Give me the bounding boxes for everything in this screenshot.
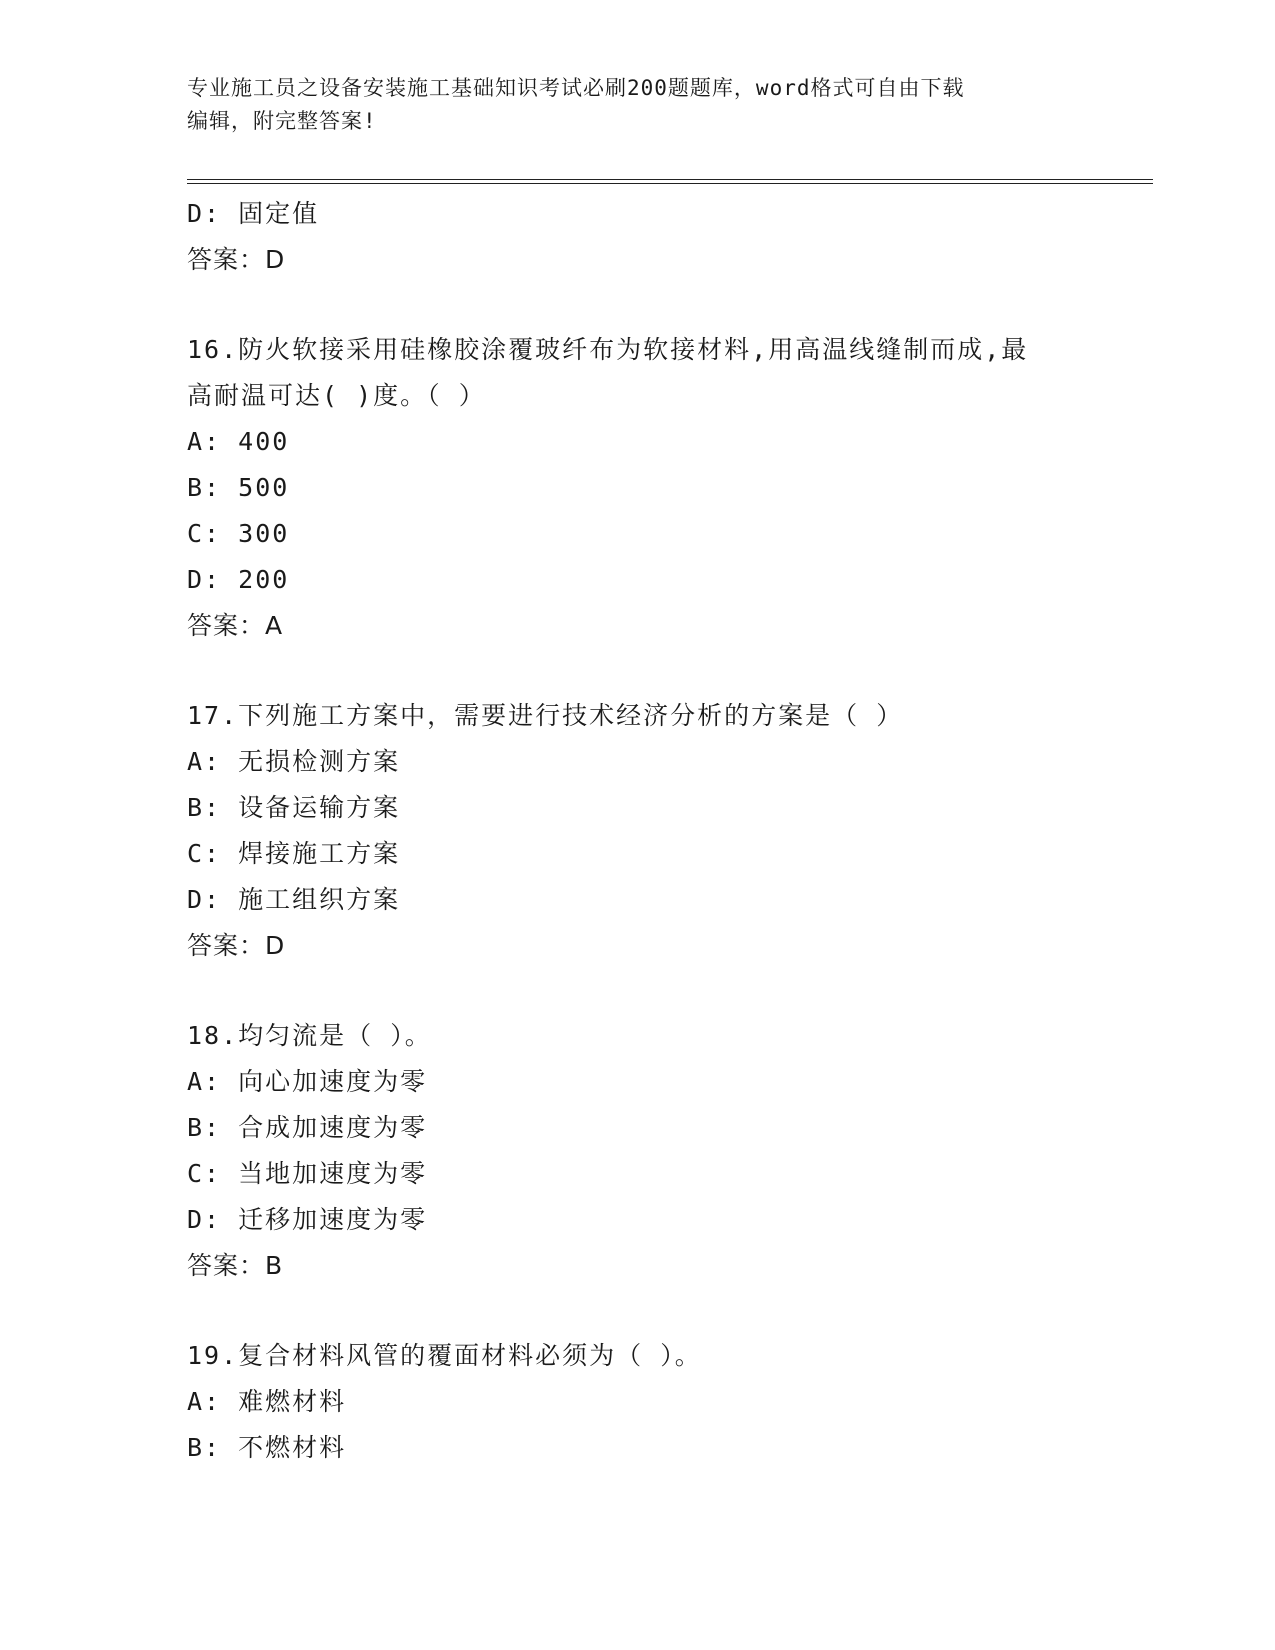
option-c: C: 300 [187,519,290,548]
option-d: D: 迁移加速度为零 [187,1205,428,1234]
option-a: A: 400 [187,427,290,456]
question-stem: 高耐温可达( )度。（ ） [187,381,486,410]
option-a: A: 难燃材料 [187,1387,347,1416]
answer: 答案：A [187,611,284,640]
option-b: B: 不燃材料 [187,1433,347,1462]
answer: 答案：B [187,1251,284,1280]
header-rule-top [187,179,1153,180]
option-b: B: 设备运输方案 [187,793,401,822]
document-header [187,72,1067,138]
option-c: C: 焊接施工方案 [187,839,401,868]
question-stem: 18.均匀流是（ ）。 [187,1021,432,1050]
prev-option-d: D: 固定值 [187,199,320,228]
option-d: D: 200 [187,565,290,594]
option-d: D: 施工组织方案 [187,885,401,914]
question-stem: 16.防火软接采用硅橡胶涂覆玻纤布为软接材料,用高温线缝制而成,最 [187,335,1029,364]
option-a: A: 无损检测方案 [187,747,401,776]
question-stem: 17.下列施工方案中，需要进行技术经济分析的方案是（ ） [187,701,904,730]
question-18 [187,1013,1087,1289]
option-a: A: 向心加速度为零 [187,1067,428,1096]
header-rule-bottom [187,183,1153,184]
header-title-line-1: 专业施工员之设备安装施工基础知识考试必刷200题题库，word格式可自由下载 [187,76,965,100]
question-17 [187,693,1087,969]
question-16 [187,327,1087,649]
option-b: B: 合成加速度为零 [187,1113,428,1142]
option-b: B: 500 [187,473,290,502]
question-stem: 19.复合材料风管的覆面材料必须为（ ）。 [187,1341,702,1370]
question-content [187,191,1087,1471]
answer: 答案：D [187,931,286,960]
prev-answer: 答案：D [187,245,286,274]
question-19 [187,1333,1087,1471]
header-title-line-2: 编辑，附完整答案! [187,109,377,133]
option-c: C: 当地加速度为零 [187,1159,428,1188]
